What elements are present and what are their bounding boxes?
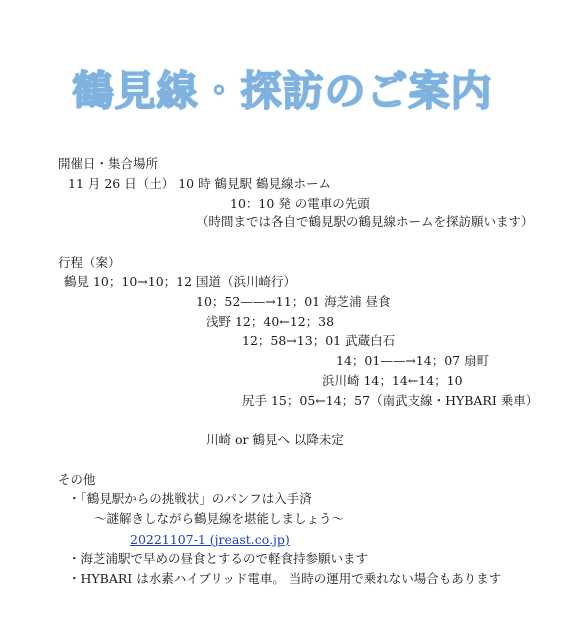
- page-title: 鶴見線・探訪のご案内: [72, 67, 493, 115]
- meeting-date-place: 11 月 26 日（土） 10 時 鶴見駅 鶴見線ホーム: [68, 176, 332, 191]
- itinerary-line: 浅野 12；40←12；38: [206, 314, 335, 329]
- itinerary-line: 川崎 or 鶴見へ 以降未定: [206, 432, 344, 447]
- itinerary-line: 浜川崎 14；14←14；10: [322, 373, 463, 388]
- meeting-departure: 10：10 発 の電車の先頭: [230, 196, 370, 211]
- other-heading: その他: [58, 472, 96, 487]
- other-item: ・海芝浦駅で早めの昼食とするので軽食持参願います: [68, 551, 369, 566]
- itinerary-heading: 行程（案）: [58, 255, 121, 270]
- itinerary-line: 12；58→13；01 武蔵白石: [242, 333, 396, 348]
- other-item-sub: 〜謎解きしながら鶴見線を堪能しましょう〜: [94, 511, 345, 526]
- itinerary-line: 14；01——→14；07 扇町: [336, 353, 490, 368]
- other-item: ・HYBARI は水素ハイブリッド電車。 当時の運用で乗れない場合もあります: [68, 571, 502, 586]
- other-item: ・「鶴見駅からの挑戦状」のパンフは入手済: [68, 491, 312, 506]
- itinerary-line: 尻手 15；05←14；57（南武支線・HYBARI 乗車）: [242, 393, 539, 408]
- meeting-note: （時間までは各自で鶴見駅の鶴見線ホームを探訪願います）: [196, 214, 534, 229]
- itinerary-line: 10；52——→11；01 海芝浦 昼食: [196, 294, 391, 309]
- meeting-heading: 開催日・集合場所: [58, 156, 159, 171]
- pamphlet-link[interactable]: 20221107-1 (jreast.co.jp): [130, 532, 290, 547]
- itinerary-line: 鶴見 10；10→10；12 国道（浜川崎行）: [64, 274, 297, 289]
